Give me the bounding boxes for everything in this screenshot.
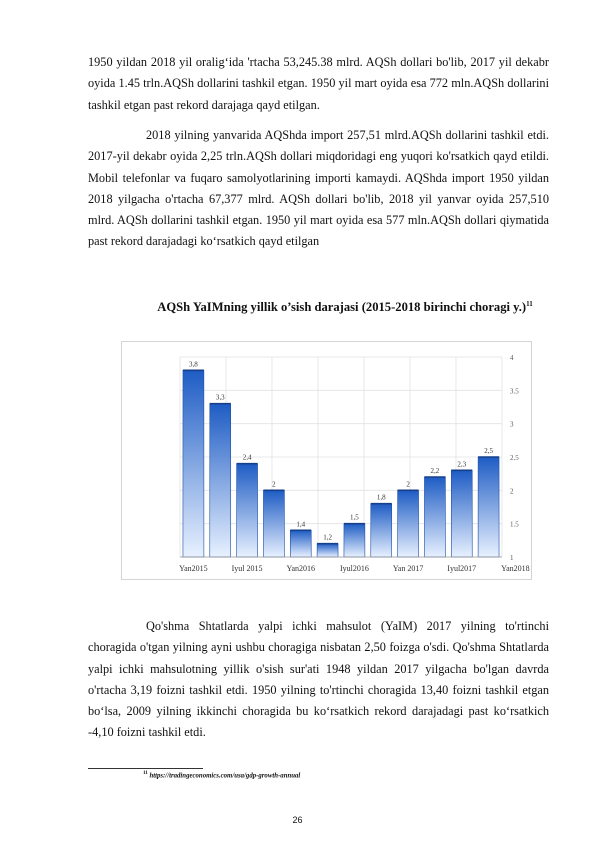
footnote bbox=[143, 771, 300, 779]
figure-footnote-ref: 11 bbox=[526, 300, 533, 308]
bar bbox=[398, 490, 419, 557]
footnote-divider bbox=[88, 768, 203, 769]
bar-value-label: 2,4 bbox=[242, 453, 252, 462]
bar bbox=[210, 404, 231, 557]
y-tick-label: 4 bbox=[510, 354, 514, 362]
x-tick-label: Iyul 2015 bbox=[231, 564, 263, 573]
bar-value-label: 3,3 bbox=[215, 393, 225, 402]
y-tick-label: 3 bbox=[510, 420, 514, 429]
bar-value-label: 2,3 bbox=[457, 460, 467, 469]
chart-svg bbox=[122, 342, 531, 579]
y-tick-label: 1 bbox=[510, 554, 514, 562]
x-tick-label: Iyul2016 bbox=[339, 564, 369, 573]
paragraph-imports: 2018 yilning yanvarida AQShda import 257,51 mlrd.AQSh dollarini tashkil etdi. 2017-yil dekabr oyida 2,25 trln.AQSh dollari miqdoridagi eng yuqori ko'rsatkich qayd etildi. Mobil telefonlar va fuqaro samolyotlarining importi kamaydi. AQShda import 1950 yildan 2018 yilgacha o'rtacha 67,377 mlrd. AQSh dollari bo'lib, 2018 yil yanvar oyida 257,510 mlrd. AQSh dollarini tashkil etgan. 1950 yil mart oyida esa 577 mln.AQSh dollari qiymatida past rekord darajadagi ko‘rsatkich qayd etilgan bbox=[88, 128, 549, 249]
bar bbox=[344, 524, 365, 557]
bar-value-label: 1,4 bbox=[296, 520, 306, 529]
bar-value-label: 2,5 bbox=[484, 447, 493, 455]
y-tick-label: 2 bbox=[510, 487, 514, 496]
paragraph-gdp-history: 1950 yildan 2018 yil oralig‘ida 'rtacha 53,245.38 mlrd. AQSh dollari bo'lib, 2017 yil dekabr oyida 1.45 trln.AQSh dollarini tashkil etgan. 1950 yil mart oyida esa 772 mln.AQSh dollarini tashkil etgan past rekord darajaga qayd etilgan. bbox=[88, 55, 549, 112]
x-tick-label: Yan2018 bbox=[501, 564, 530, 573]
bar bbox=[263, 490, 284, 557]
bar-value-label: 3,8 bbox=[189, 360, 198, 369]
bar-value-label: 1,5 bbox=[350, 513, 359, 522]
bar bbox=[478, 457, 499, 557]
x-tick-label: Yan 2017 bbox=[392, 564, 424, 573]
bar-value-label: 2 bbox=[272, 480, 276, 489]
bar bbox=[237, 464, 258, 557]
bar bbox=[371, 504, 392, 557]
y-tick-label: 2.5 bbox=[510, 454, 519, 462]
y-tick-label: 3.5 bbox=[510, 387, 519, 396]
x-tick-label: Iyul2017 bbox=[447, 564, 477, 573]
bar bbox=[183, 370, 204, 557]
bar bbox=[290, 530, 311, 557]
gdp-growth-chart bbox=[121, 341, 532, 580]
figure-title-text: AQSh YaIMning yillik o’sish darajasi (2015-2018 birinchi choragi y.) bbox=[157, 300, 527, 315]
y-tick-label: 1.5 bbox=[510, 520, 519, 529]
page-number: 26 bbox=[292, 815, 303, 825]
footnote-number: 11 bbox=[143, 771, 148, 776]
bar bbox=[451, 470, 472, 557]
bar bbox=[424, 477, 445, 557]
footnote-text: https://tradingeconomics.com/usa/gdp-growth-annual bbox=[149, 772, 301, 780]
x-tick-label: Yan2016 bbox=[286, 564, 316, 573]
bar-value-label: 2,2 bbox=[430, 467, 440, 475]
figure-title bbox=[130, 296, 560, 316]
bar-value-label: 2 bbox=[406, 480, 410, 489]
bar bbox=[317, 544, 338, 557]
bar-value-label: 1,8 bbox=[376, 493, 386, 502]
x-tick-label: Yan2015 bbox=[179, 564, 208, 573]
bar-value-label: 1,2 bbox=[323, 533, 332, 542]
paragraph-gdp-growth: Qo'shma Shtatlarda yalpi ichki mahsulot (YaIM) 2017 yilning to'rtinchi choragida o'tgan yilning ayni ushbu choragiga nisbatan 2,50 foizga o'sdi. Qo'shma Shtatlarda yalpi ichki mahsulotning yillik o'sish sur'ati 1948 yildan 2017 yilgacha bo'lgan davrda o'rtacha 3,19 foizni tashkil etdi. 1950 yilning to'rtinchi choragida 13,40 foizni tashkil etgan bo‘lsa, 2009 yilning ikkinchi choragida bu ko‘rsatkich rekord darajadagi past ko‘rsatkich -4,10 foizni tashkil etdi. bbox=[88, 619, 549, 740]
